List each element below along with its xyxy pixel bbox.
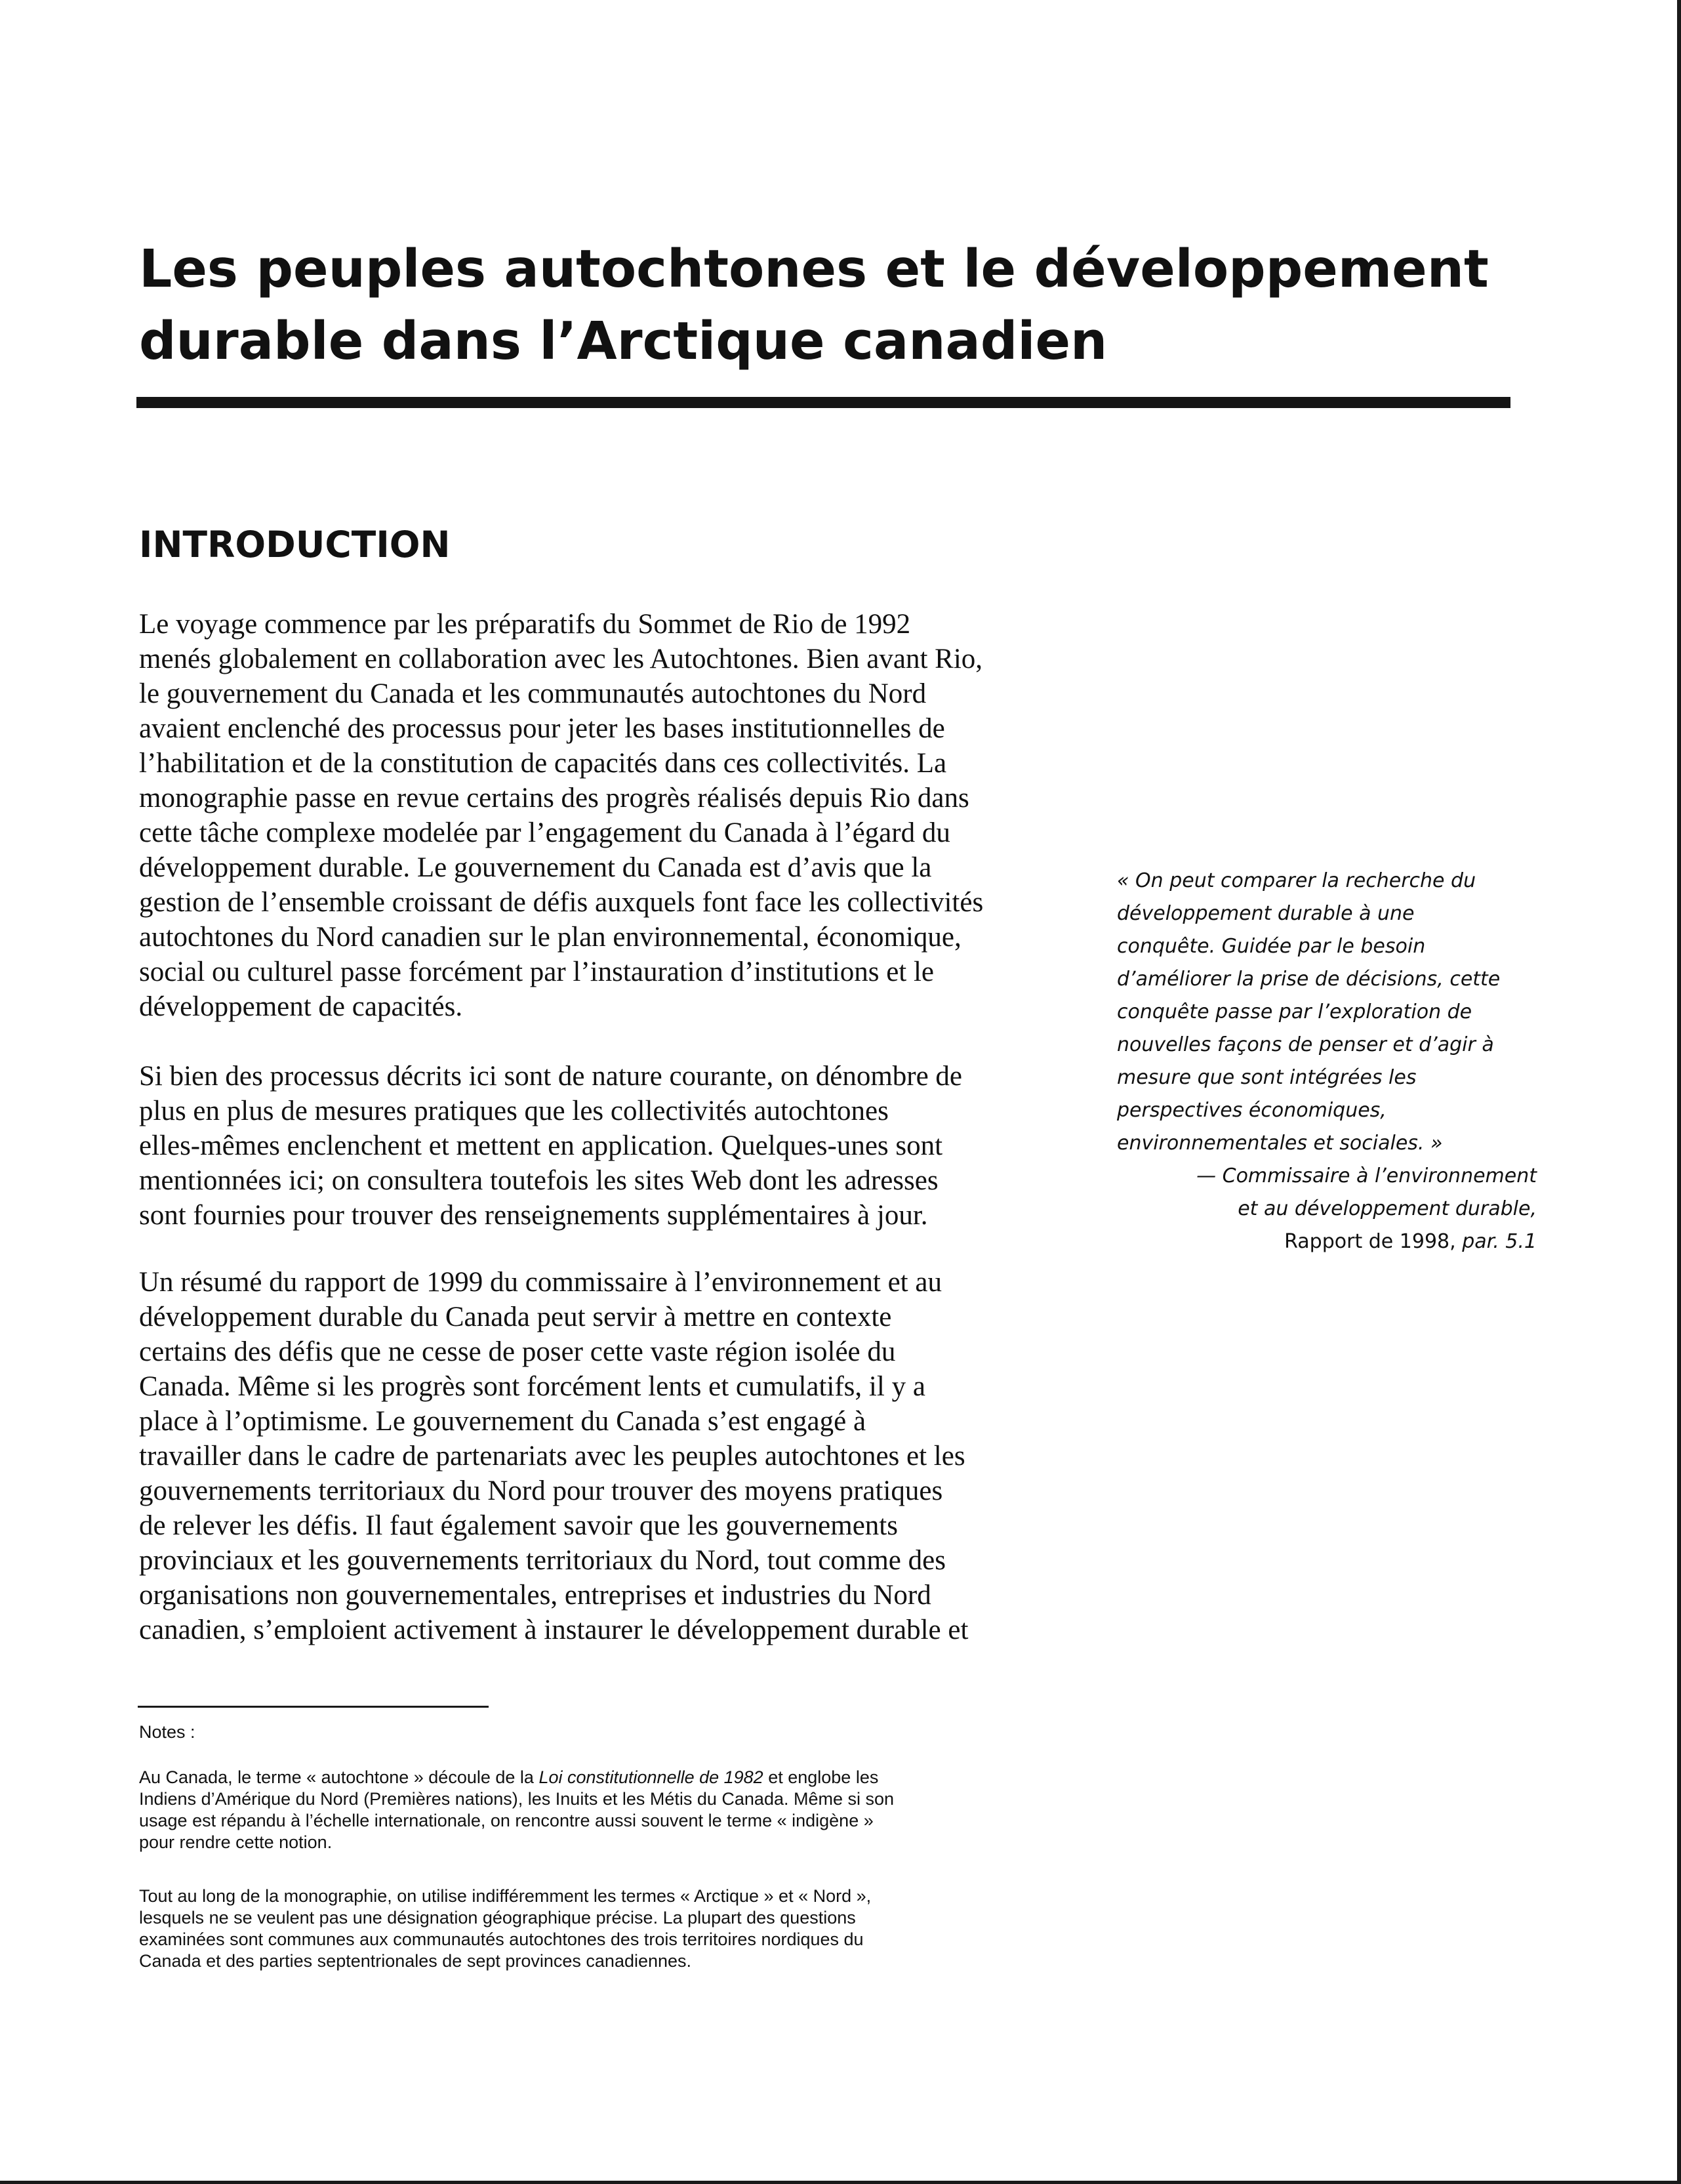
text-line: autochtones du Nord canadien sur le plan environnemental, économique, xyxy=(139,922,962,953)
footnote-1 xyxy=(139,1767,1070,1853)
title-line: Les peuples autochtones et le développement xyxy=(139,239,1489,299)
footnote-text: Au Canada, le terme « autochtone » découle de la xyxy=(139,1767,539,1787)
quote-line: conquête passe par l’exploration de xyxy=(1117,1000,1472,1023)
text-line: développement durable du Canada peut servir à mettre en contexte xyxy=(139,1302,892,1332)
section-heading: INTRODUCTION xyxy=(139,524,451,566)
text-line: canadien, s’emploient activement à instaurer le développement durable et xyxy=(139,1615,969,1645)
footnote-line: Tout au long de la monographie, on utilise indifféremment les termes « Arctique » et « Nord », xyxy=(139,1886,872,1906)
text-line: travailler dans le cadre de partenariats avec les peuples autochtones et les xyxy=(139,1441,965,1472)
sidebar-quote xyxy=(1117,865,1537,1258)
text-line: développement durable. Le gouvernement du Canada est d’avis que la xyxy=(139,852,932,883)
footnote-text: et englobe les xyxy=(763,1767,879,1787)
quote-line: perspectives économiques, xyxy=(1117,1099,1387,1122)
body-paragraph-1 xyxy=(139,607,1070,1024)
quote-line: environnementales et sociales. » xyxy=(1117,1132,1443,1155)
body-paragraph-2 xyxy=(139,1059,1070,1233)
quote-attribution: — Commissaire à l’environnement xyxy=(1196,1164,1537,1187)
footnote-line: lesquels ne se veulent pas une désignation géographique précise. La plupart des questions xyxy=(139,1908,856,1927)
page-edge-right xyxy=(1677,0,1681,2184)
footnote-line: Indiens d’Amérique du Nord (Premières nations), les Inuits et les Métis du Canada. Même si son xyxy=(139,1789,895,1809)
text-line: Si bien des processus décrits ici sont de nature courante, on dénombre de xyxy=(139,1061,962,1092)
footnote-2 xyxy=(139,1885,1070,1972)
title-line: durable dans l’Arctique canadien xyxy=(139,311,1108,371)
text-line: cette tâche complexe modelée par l’engagement du Canada à l’égard du xyxy=(139,817,950,848)
quote-source xyxy=(1117,1226,1537,1258)
quote-attribution: et au développement durable, xyxy=(1238,1197,1537,1220)
footnote-line xyxy=(139,1767,1070,1788)
quote-line: conquête. Guidée par le besoin xyxy=(1117,935,1426,958)
footnote-line: pour rendre cette notion. xyxy=(139,1832,333,1852)
quote-line: « On peut comparer la recherche du xyxy=(1117,869,1476,892)
text-line: Un résumé du rapport de 1999 du commissaire à l’environnement et au xyxy=(139,1267,942,1298)
quote-line: mesure que sont intégrées les xyxy=(1117,1066,1417,1089)
footnote-line: Canada et des parties septentrionales de sept provinces canadiennes. xyxy=(139,1951,692,1971)
footnote-rule xyxy=(138,1706,489,1708)
footnote-line: usage est répandu à l’échelle internationale, on rencontre aussi souvent le terme « indigène » xyxy=(139,1811,874,1830)
text-line: avaient enclenché des processus pour jeter les bases institutionnelles de xyxy=(139,713,945,744)
text-line: sont fournies pour trouver des renseignements supplémentaires à jour. xyxy=(139,1200,928,1231)
text-line: elles-mêmes enclenchent et mettent en application. Quelques-unes sont xyxy=(139,1130,943,1161)
title-rule xyxy=(136,397,1510,408)
text-line: monographie passe en revue certains des progrès réalisés depuis Rio dans xyxy=(139,783,969,814)
notes-label: Notes : xyxy=(139,1722,195,1742)
text-line: gestion de l’ensemble croissant de défis auxquels font face les collectivités xyxy=(139,887,984,918)
text-line: gouvernements territoriaux du Nord pour trouver des moyens pratiques xyxy=(139,1475,943,1506)
page-edge-bottom xyxy=(0,2181,1681,2184)
text-line: organisations non gouvernementales, entreprises et industries du Nord xyxy=(139,1580,931,1611)
footnote-law-title: Loi constitutionnelle de 1982 xyxy=(538,1767,763,1787)
page-title xyxy=(139,233,1516,377)
text-line: l’habilitation et de la constitution de capacités dans ces collectivités. La xyxy=(139,748,947,779)
text-line: le gouvernement du Canada et les communautés autochtones du Nord xyxy=(139,678,927,709)
text-line: Le voyage commence par les préparatifs du Sommet de Rio de 1992 xyxy=(139,609,911,640)
text-line: mentionnées ici; on consultera toutefois les sites Web dont les adresses xyxy=(139,1165,939,1196)
quote-source-paragraph: par. 5.1 xyxy=(1462,1230,1537,1253)
text-line: provinciaux et les gouvernements territoriaux du Nord, tout comme des xyxy=(139,1545,946,1576)
quote-line: nouvelles façons de penser et d’agir à xyxy=(1117,1033,1494,1056)
text-line: de relever les défis. Il faut également savoir que les gouvernements xyxy=(139,1510,898,1541)
text-line: social ou culturel passe forcément par l’instauration d’institutions et le xyxy=(139,957,935,987)
text-line: Canada. Même si les progrès sont forcément lents et cumulatifs, il y a xyxy=(139,1371,925,1402)
text-line: certains des défis que ne cesse de poser cette vaste région isolée du xyxy=(139,1336,896,1367)
footnote-line: examinées sont communes aux communautés autochtones des trois territoires nordiques du xyxy=(139,1929,864,1949)
text-line: menés globalement en collaboration avec les Autochtones. Bien avant Rio, xyxy=(139,644,983,674)
text-line: place à l’optimisme. Le gouvernement du Canada s’est engagé à xyxy=(139,1406,866,1437)
quote-line: développement durable à une xyxy=(1117,902,1415,925)
text-line: plus en plus de mesures pratiques que les collectivités autochtones xyxy=(139,1096,889,1126)
text-line: développement de capacités. xyxy=(139,991,463,1022)
quote-line: d’améliorer la prise de décisions, cette xyxy=(1117,968,1501,991)
quote-source-report: Rapport de 1998, xyxy=(1284,1230,1456,1253)
body-paragraph-3 xyxy=(139,1265,1070,1647)
